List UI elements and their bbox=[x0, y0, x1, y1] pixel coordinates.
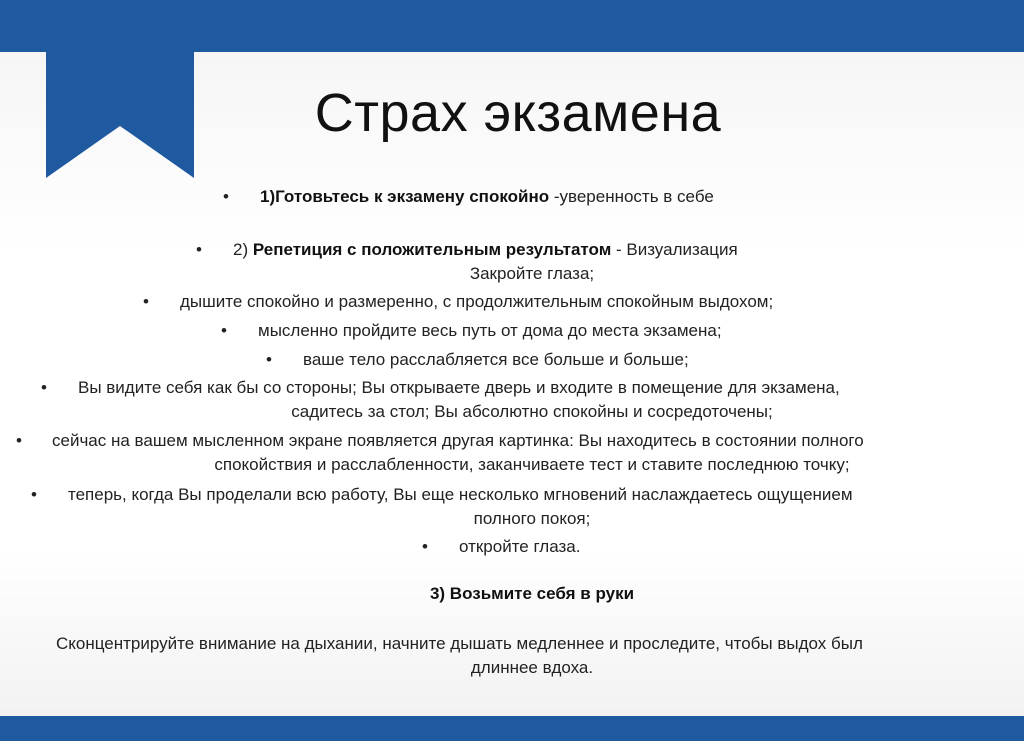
list-item: дышите спокойно и размеренно, с продолжительным спокойным выдохом; bbox=[180, 292, 774, 311]
item-6-line2: садитесь за стол; Вы абсолютно спокойны и сосредоточены; bbox=[291, 402, 773, 421]
item-2-bold: Репетиция с положительным результатом bbox=[252, 240, 612, 259]
section-3-text-line1: Сконцентрируйте внимание на дыхании, начните дышать медленнее и проследите, чтобы выдох был bbox=[56, 634, 863, 653]
item-2-rest: - Визуализация bbox=[611, 240, 738, 259]
bullet-marker: • bbox=[16, 431, 22, 450]
bullet-marker: • bbox=[31, 485, 37, 504]
item-1-rest: -уверенность в себе bbox=[549, 187, 714, 206]
section-3-heading: 3) Возьмите себя в руки bbox=[429, 584, 635, 603]
item-2-line2: Закройте глаза; bbox=[469, 264, 595, 283]
bullet-marker: • bbox=[266, 350, 272, 369]
item-1-bold: 1)Готовьтесь к экзамену спокойно bbox=[260, 187, 550, 206]
bullet-marker: • bbox=[41, 378, 47, 397]
list-item: Вы видите себя как бы со стороны; Вы открываете дверь и входите в помещение для экзамена, bbox=[78, 378, 840, 397]
bullet-marker: • bbox=[143, 292, 149, 311]
bullet-marker: • bbox=[196, 240, 202, 259]
item-2-prefix: 2) bbox=[233, 240, 253, 259]
bottom-accent-bar bbox=[0, 716, 1024, 741]
item-8-line2: полного покоя; bbox=[473, 509, 591, 528]
list-item: теперь, когда Вы проделали всю работу, Вы еще несколько мгновений наслаждаетесь ощущением bbox=[68, 485, 853, 504]
item-7-line2: спокойствия и расслабленности, заканчиваете тест и ставите последнюю точку; bbox=[214, 455, 850, 474]
list-item: ваше тело расслабляется все больше и больше; bbox=[303, 350, 689, 369]
section-3-text-line2: длиннее вдоха. bbox=[470, 658, 594, 677]
list-item: мысленно пройдите весь путь от дома до места экзамена; bbox=[258, 321, 722, 340]
list-item bbox=[260, 185, 714, 208]
bullet-marker: • bbox=[221, 321, 227, 340]
list-item bbox=[233, 238, 738, 261]
bullet-marker: • bbox=[223, 187, 229, 206]
list-item: сейчас на вашем мысленном экране появляется другая картинка: Вы находитесь в состоянии полного bbox=[52, 431, 864, 450]
list-item: откройте глаза. bbox=[459, 537, 581, 556]
bullet-marker: • bbox=[422, 537, 428, 556]
slide-title: Страх экзамена bbox=[314, 83, 722, 143]
